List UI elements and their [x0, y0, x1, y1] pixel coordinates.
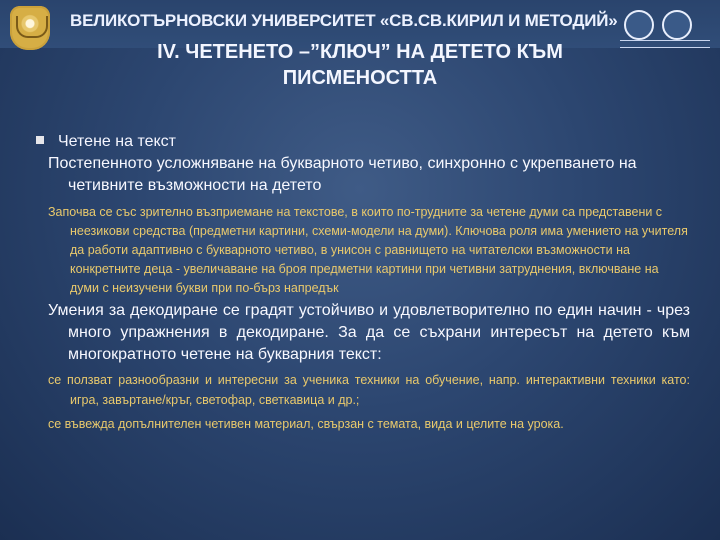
certification-caption — [620, 40, 710, 48]
certification-seal-icon-2 — [662, 10, 692, 40]
university-name: ВЕЛИКОТЪРНОВСКИ УНИВЕРСИТЕТ «СВ.СВ.КИРИЛ И МЕТОДИЙ» — [70, 11, 618, 30]
paragraph-3: Умения за декодиране се градят устойчиво и удовлетворително по един начин - чрез много упражнения в декодиране. За да се съхрани интересът на детето към многократното четене на букварния текст: — [48, 302, 690, 363]
paragraph-1: Постепенното усложняване на букварното четиво, синхронно с укрепването на четивните възможности на детето — [48, 155, 637, 194]
certification-logo — [620, 10, 710, 50]
slide-title-line-2: ПИСМЕНОСТТА — [282, 67, 438, 89]
square-bullet-icon — [36, 136, 44, 144]
slide-title — [90, 39, 630, 95]
paragraph-5: се въвежда допълнителен четивен материал, свързан с темата, вида и целите на урока. — [48, 417, 564, 431]
slide-content — [48, 131, 690, 526]
university-crest-logo — [10, 6, 50, 50]
paragraph-4: се ползват разнообразни и интересни за ученика техники на обучение, напр. интерактивни техники като: игра, завъртане/кръг, светофар, светкавица и др.; — [48, 373, 690, 407]
section-heading — [48, 131, 690, 153]
certification-seal-icon — [624, 10, 654, 40]
paragraph-2: Започва се със зрително възприемане на текстове, в които по-трудните за четене думи са представени с неезикови средства (предметни картини, схеми-модели на думи). Ключова роля има умението на учителя да работи адаптивно с букварното четиво, в унисон с равнището на читателски възможности на конкретните деца - увеличаване на броя предметни картини при четивни затруднения, включване на думи с неизучени букви при по-бърз напредък — [48, 205, 688, 295]
slide-title-line-1: IV. ЧЕТЕНЕТО –”КЛЮЧ” НА ДЕТЕТО КЪМ — [157, 41, 563, 63]
section-heading-text: Четене на текст — [58, 133, 176, 150]
